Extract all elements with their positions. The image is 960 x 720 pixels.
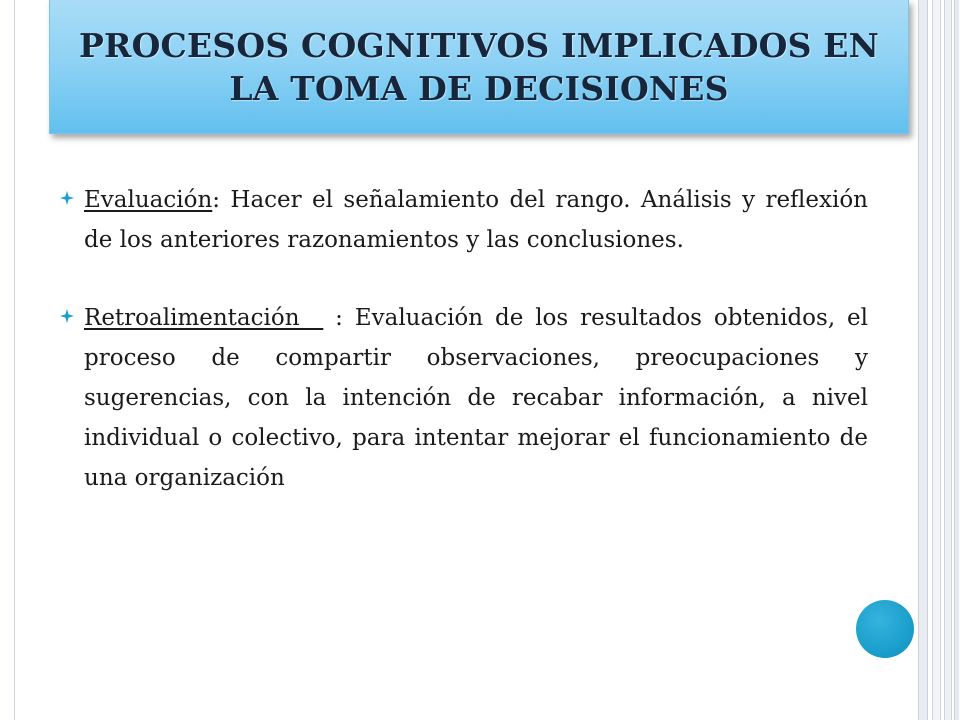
stripe (932, 0, 941, 720)
stripe (954, 0, 959, 720)
left-border-line (14, 0, 15, 720)
slide-body (58, 180, 868, 498)
item-term: Evaluación (84, 187, 213, 213)
decorative-circle (856, 600, 914, 658)
item-separator: : (323, 305, 343, 331)
four-point-star-icon (60, 309, 74, 323)
title-banner (49, 0, 909, 134)
list-item (58, 180, 868, 260)
decorative-side-stripes (918, 0, 960, 720)
four-point-star-icon (60, 191, 74, 205)
stripe (944, 0, 952, 720)
list-item (58, 298, 868, 498)
item-separator: : (212, 187, 221, 213)
item-term: Retroalimentación (84, 305, 324, 331)
stripe (918, 0, 928, 720)
item-text: Hacer el señalamiento del rango. Análisis y reflexión de los anteriores razonamientos y las conclusiones. (84, 187, 868, 253)
slide-title: PROCESOS COGNITIVOS IMPLICADOS EN LA TOMA DE DECISIONES (78, 25, 880, 108)
item-text: Evaluación de los resultados obtenidos, el proceso de compartir observaciones, preocupaciones y sugerencias, con la intención de recabar información, a nivel individual o colectivo, para intentar mejorar el funcionamiento de una organización (84, 305, 868, 491)
